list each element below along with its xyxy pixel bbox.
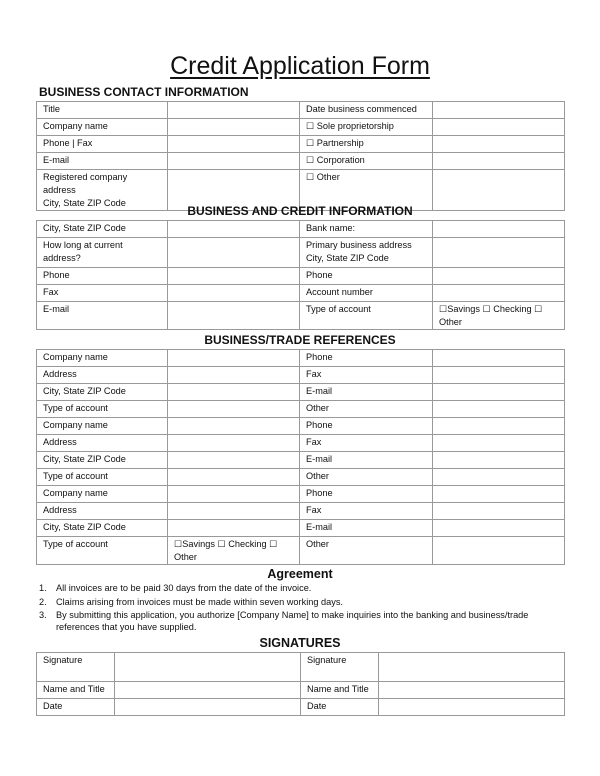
field-input[interactable] [115, 682, 301, 699]
table-row [37, 418, 565, 435]
field-input[interactable] [168, 102, 300, 119]
field-label: Fax [300, 503, 433, 520]
table-row [37, 136, 565, 153]
field-input[interactable] [433, 136, 565, 153]
field-label: Phone [37, 268, 168, 285]
section-heading-business-contact: BUSINESS CONTACT INFORMATION [39, 85, 249, 99]
field-input[interactable] [433, 520, 565, 537]
field-label: Other [300, 469, 433, 486]
table-row [37, 520, 565, 537]
field-label: E-mail [300, 520, 433, 537]
field-input[interactable] [433, 268, 565, 285]
field-label: City, State ZIP Code [37, 452, 168, 469]
field-label: Name and Title [301, 682, 379, 699]
field-label: Type of account [37, 469, 168, 486]
business-credit-table [36, 220, 565, 330]
field-label: Date business commenced [300, 102, 433, 119]
field-label: Address [37, 503, 168, 520]
field-input[interactable] [433, 537, 565, 565]
list-item [36, 582, 564, 594]
field-input[interactable] [168, 221, 300, 238]
table-row [37, 367, 565, 384]
field-input[interactable] [433, 384, 565, 401]
table-row [37, 302, 565, 330]
field-label: E-mail [37, 153, 168, 170]
checkbox-option[interactable]: ☐ Corporation [300, 153, 433, 170]
field-label: Phone [300, 268, 433, 285]
field-label: Company name [37, 350, 168, 367]
checkbox-option[interactable]: ☐ Other [300, 170, 433, 211]
agreement-text: By submitting this application, you authorize [Company Name] to make inquiries into the banking and business/trade references that you have supplied. [56, 610, 529, 632]
field-input[interactable] [433, 435, 565, 452]
field-label: Title [37, 102, 168, 119]
field-label: Type of account [37, 401, 168, 418]
field-label: Account number [300, 285, 433, 302]
checkbox-option[interactable]: ☐ Sole proprietorship [300, 119, 433, 136]
field-input[interactable] [433, 350, 565, 367]
field-label: Phone [300, 418, 433, 435]
field-label: Fax [300, 367, 433, 384]
field-input[interactable] [433, 367, 565, 384]
field-input[interactable] [168, 401, 300, 418]
table-row [37, 401, 565, 418]
section-heading-signatures: SIGNATURES [259, 636, 341, 650]
field-input[interactable] [433, 119, 565, 136]
checkbox-option[interactable]: ☐ Partnership [300, 136, 433, 153]
field-label: Date [37, 699, 115, 716]
field-input[interactable] [379, 699, 565, 716]
table-row [37, 350, 565, 367]
field-input[interactable] [168, 238, 300, 268]
table-row [37, 653, 565, 682]
agreement-list [36, 582, 564, 635]
signature-field[interactable] [379, 653, 565, 682]
section-heading-agreement: Agreement [267, 567, 333, 581]
table-row [37, 384, 565, 401]
table-row [37, 503, 565, 520]
field-input[interactable] [433, 102, 565, 119]
field-label: Phone [300, 350, 433, 367]
field-label: Phone [300, 486, 433, 503]
field-input[interactable] [433, 486, 565, 503]
field-input[interactable] [168, 268, 300, 285]
field-input[interactable] [168, 435, 300, 452]
field-input[interactable] [433, 238, 565, 268]
table-row [37, 119, 565, 136]
field-label: City, State ZIP Code [37, 520, 168, 537]
field-input[interactable] [433, 503, 565, 520]
field-input[interactable] [433, 153, 565, 170]
field-label: Other [300, 537, 433, 565]
field-input[interactable] [433, 418, 565, 435]
field-label: Phone | Fax [37, 136, 168, 153]
field-input[interactable] [168, 136, 300, 153]
field-label: E-mail [300, 384, 433, 401]
field-input[interactable] [433, 401, 565, 418]
table-row [37, 452, 565, 469]
table-row [37, 153, 565, 170]
field-label: Primary business address City, State ZIP Code [300, 238, 433, 268]
field-input[interactable] [433, 285, 565, 302]
field-input[interactable] [168, 503, 300, 520]
table-row [37, 238, 565, 268]
section-heading-trade-references: BUSINESS/TRADE REFERENCES [204, 333, 396, 347]
field-label: Name and Title [37, 682, 115, 699]
field-input[interactable] [168, 520, 300, 537]
field-input[interactable] [433, 221, 565, 238]
field-label: Company name [37, 119, 168, 136]
field-label: Company name [37, 486, 168, 503]
field-label: City, State ZIP Code [37, 221, 168, 238]
field-input[interactable] [168, 302, 300, 330]
signatures-table [36, 652, 565, 716]
field-label: E-mail [37, 302, 168, 330]
field-input[interactable] [433, 469, 565, 486]
table-row [37, 699, 565, 716]
field-label: Type of account [300, 302, 433, 330]
table-row [37, 221, 565, 238]
table-row [37, 102, 565, 119]
account-type-checkboxes[interactable]: ☐Savings ☐ Checking ☐ Other [433, 302, 565, 330]
list-item [36, 609, 564, 633]
field-label: Bank name: [300, 221, 433, 238]
field-input[interactable] [379, 682, 565, 699]
field-input[interactable] [168, 469, 300, 486]
field-label: City, State ZIP Code [37, 384, 168, 401]
field-label: Signature [37, 653, 115, 682]
field-input[interactable] [115, 699, 301, 716]
table-row [37, 285, 565, 302]
agreement-text: Claims arising from invoices must be made within seven working days. [56, 596, 343, 607]
table-row [37, 469, 565, 486]
field-input[interactable] [168, 350, 300, 367]
list-number: 1. [39, 583, 47, 593]
agreement-text: All invoices are to be paid 30 days from the date of the invoice. [56, 583, 312, 593]
field-input[interactable] [168, 384, 300, 401]
table-row [37, 486, 565, 503]
field-label: How long at current address? [37, 238, 168, 268]
field-label: Date [301, 699, 379, 716]
list-number: 3. [39, 610, 47, 620]
signature-field[interactable] [115, 653, 301, 682]
field-label: Address [37, 367, 168, 384]
table-row [37, 268, 565, 285]
field-input[interactable] [168, 367, 300, 384]
account-type-checkboxes[interactable]: ☐Savings ☐ Checking ☐ Other [168, 537, 300, 565]
field-input[interactable] [168, 486, 300, 503]
field-label: Registered company address City, State ZIP Code [37, 170, 168, 211]
field-label: Fax [37, 285, 168, 302]
field-input[interactable] [168, 285, 300, 302]
table-row [37, 537, 565, 565]
page-title: Credit Application Form [170, 52, 430, 80]
field-label: E-mail [300, 452, 433, 469]
field-input[interactable] [168, 418, 300, 435]
list-item [36, 596, 564, 608]
field-input[interactable] [433, 452, 565, 469]
list-number: 2. [39, 596, 47, 607]
table-row [37, 435, 565, 452]
field-label: Fax [300, 435, 433, 452]
field-label: Type of account [37, 537, 168, 565]
field-label: Other [300, 401, 433, 418]
field-label: Address [37, 435, 168, 452]
trade-references-table [36, 349, 565, 565]
field-input[interactable] [168, 452, 300, 469]
field-input[interactable] [168, 119, 300, 136]
table-row [37, 682, 565, 699]
field-label: Company name [37, 418, 168, 435]
field-label: Signature [301, 653, 379, 682]
section-heading-business-credit: BUSINESS AND CREDIT INFORMATION [187, 204, 413, 218]
business-contact-table [36, 101, 565, 211]
field-input[interactable] [168, 153, 300, 170]
